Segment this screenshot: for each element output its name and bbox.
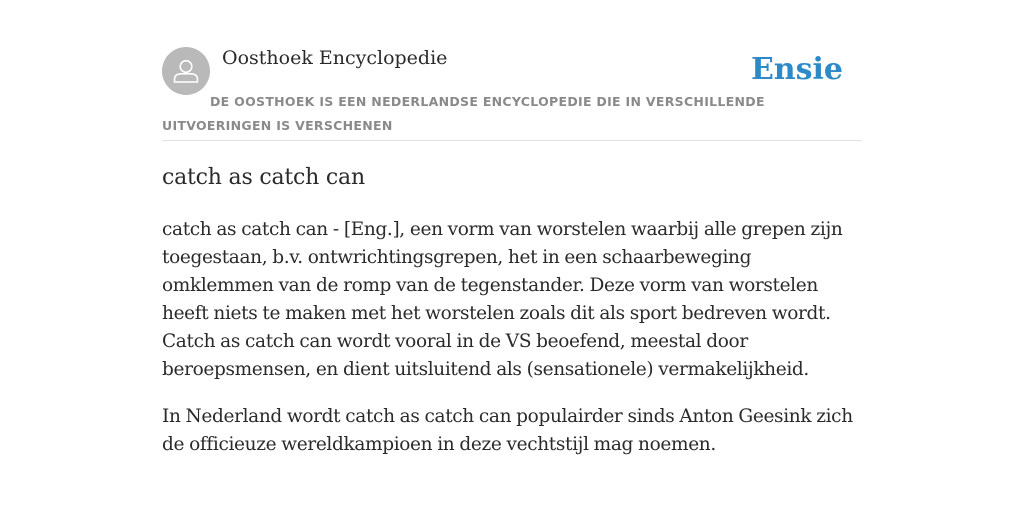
site-name[interactable]: Oosthoek Encyclopedie (222, 47, 448, 69)
site-tagline: DE OOSTHOEK IS EEN NEDERLANDSE ENCYCLOPEDIE DIE IN VERSCHILLENDE UITVOERINGEN IS VERSCHENEN (162, 94, 765, 133)
entry-paragraph-1: catch as catch can - [Eng.], een vorm van worstelen waarbij alle grepen zijn toegestaan, b.v. ontwrichtingsgrepen, het in een schaarbeweging omklemmen van de romp van de tegenstander. Deze vorm van worstelen heeft niets te maken met het worstelen zoals dit als sport bedreven wordt. Catch as catch can wordt vooral in de VS beoefend, meestal door beroepsmensen, en dient uitsluitend als (sensationele) vermakelijkheid. (162, 219, 843, 380)
page-header (162, 46, 862, 141)
entry-title: catch as catch can (162, 165, 365, 190)
user-avatar-icon (162, 47, 210, 95)
brand-logo[interactable]: Ensie (750, 52, 843, 87)
user-outline-icon (162, 47, 210, 95)
entry-paragraph-2: In Nederland wordt catch as catch can populairder sinds Anton Geesink zich de officieuze wereldkampioen in deze vechtstijl mag noemen. (162, 406, 853, 455)
entry-content (162, 160, 864, 459)
